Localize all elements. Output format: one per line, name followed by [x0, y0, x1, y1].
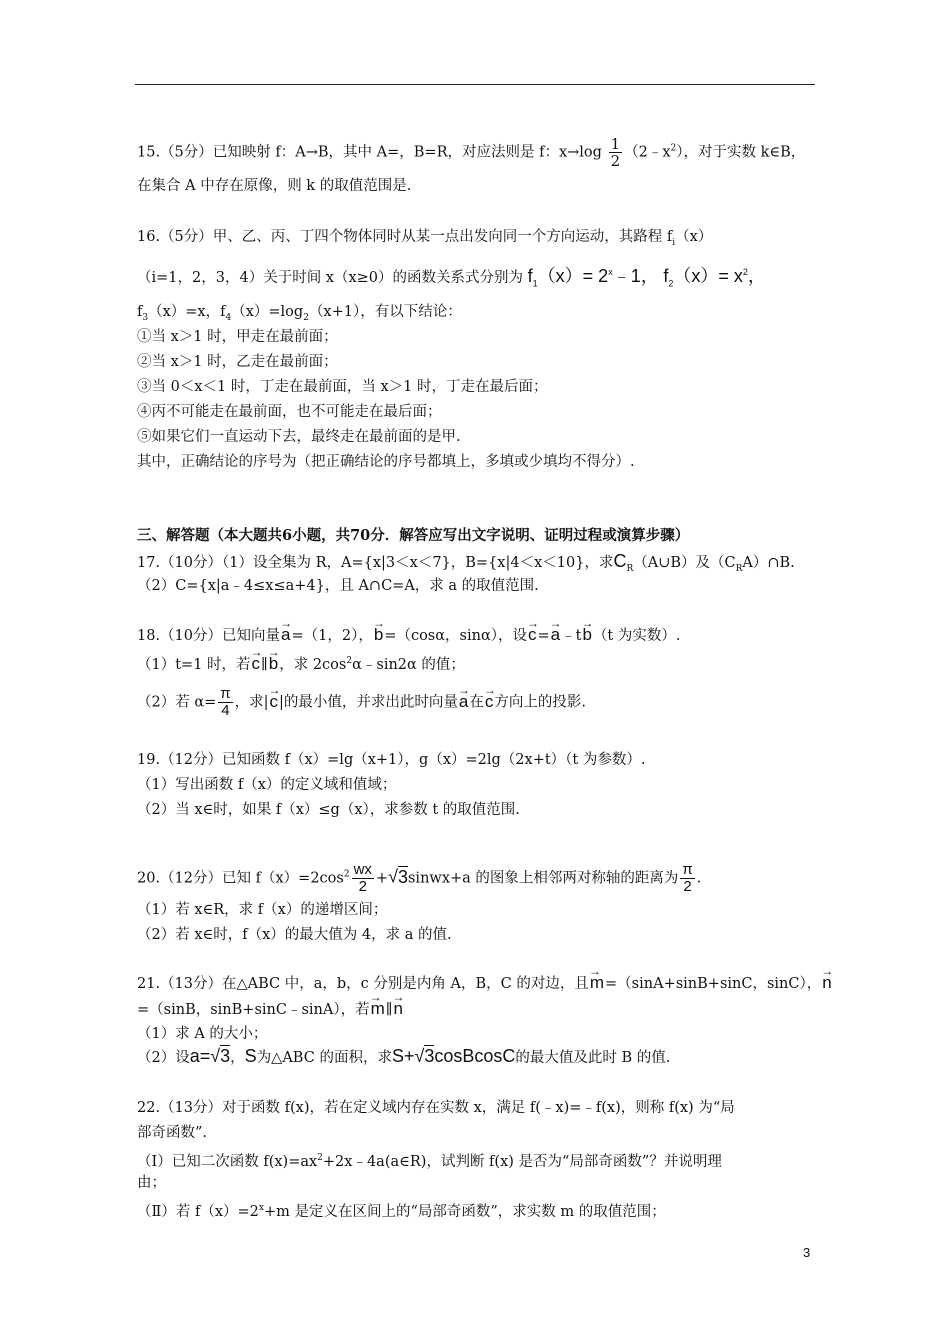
- q19-line3: （2）当 x∈时，如果 f（x）≤g（x），求参数 t 的取值范围.: [137, 802, 520, 818]
- q22-line5: （Ⅱ）若 $f(x)=2^x+m$ 是定义在区间上的“局部奇函数”，求实数 m 的取值范围；: [137, 1203, 666, 1220]
- q20-line2: （1）若 x∈R，求 f（x）的递增区间；: [137, 902, 388, 918]
- q20-line1: 20.（12分）已知 $f(x)=2\cos^2$ $\frac{wx}{2}$ +√3sinwx+a 的图象上相邻两对称轴的距离为 $\frac{\pi}{2}$ .: [137, 861, 702, 895]
- q18-line1: 18.（10分）已知向量→ a=（1，2），→ b=（cosα，sinα），设→ c=→ a﹣t→ b（t 为实数）.: [137, 625, 680, 646]
- q16-line3: $f_3(x)=x$，$f_4(x)=\log_2(x+1)$，有以下结论：: [137, 304, 462, 323]
- q17-line1: 17.（10分）（1）设全集为 R，A={x|3＜x＜7}，B={x|4＜x＜10}，求$C_R(A\cup B)$及$(C_RA)\cap B$.: [137, 551, 795, 574]
- q16-item-1: ①当 x＞1 时，甲走在最前面；: [137, 329, 338, 345]
- q21-line1: 21.（13分）在△ABC 中，a，b，c 分别是内角 A，B，C 的对边，且→ m=（sinA+sinB+sinC，sinC），→ n: [137, 973, 833, 994]
- q16-item-3: ③当 0＜x＜1 时，丁走在最前面，当 x＞1 时，丁走在最后面；: [137, 379, 548, 395]
- q21-line4: （2）设a=√3，S为△ABC 的面积，求S+√3cosBcosC的最大值及此时 B 的值.: [137, 1046, 671, 1066]
- header-rule: [135, 84, 815, 85]
- q15-line2: 在集合 A 中存在原像，则 k 的取值范围是.: [137, 178, 412, 194]
- q16-item-2: ②当 x＞1 时，乙走在最前面；: [137, 354, 338, 370]
- q21-line2: =（sinB，sinB+sinC﹣sinA），若→ m∥→ n: [137, 999, 404, 1020]
- q22-line4: 由；: [137, 1175, 166, 1191]
- q22-line3: （Ⅰ）已知二次函数 $f(x)=ax^2+2x﹣4a(a\in R)$，试判断 f(x) 是否为“局部奇函数”？并说明理: [137, 1153, 722, 1170]
- q21-line3: （1）求 A 的大小；: [137, 1026, 268, 1042]
- q22-line2: 部奇函数”.: [137, 1125, 208, 1141]
- q19-line2: （1）写出函数 f（x）的定义域和值域；: [137, 777, 397, 793]
- q16-line1: 16.（5分）甲、乙、丙、丁四个物体同时从某一点出发向同一个方向运动，其路程 $f_i(x)$: [137, 229, 713, 248]
- q16-item-4: ④丙不可能走在最前面，也不可能走在最后面；: [137, 404, 442, 420]
- q18-line3: （2）若 α= $\frac{\pi}{4}$ ，求|→ c|的最小值，并求出此时向量→ a在→ c方向上的投影.: [137, 686, 586, 719]
- q16-item-5: ⑤如果它们一直运动下去，最终走在最前面的是甲.: [137, 429, 461, 445]
- q15-fraction: $\frac{1}{2}$: [610, 135, 621, 170]
- q16-last: 其中，正确结论的序号为（把正确结论的序号都填上，多填或少填均不得分）.: [137, 454, 635, 470]
- page-number: 3: [803, 1245, 811, 1260]
- q16-line2: （i=1，2，3，4）关于时间 x（x≥0）的函数关系式分别为 $f_1(x)=$ $2^x﹣1$， $f_2(x)= x^2$，: [137, 266, 766, 289]
- q15-line1: 15.（5分）已知映射 f：A→B，其中 A=，B=R，对应法则是 f：x→log $\frac{1}{2}$ $(2﹣x^2)$，对于实数 k∈B，: [137, 135, 806, 170]
- section-3-heading: 三、解答题（本大题共6小题，共70分．解答应写出文字说明、证明过程或演算步骤）: [137, 527, 690, 544]
- q19-line1: 19.（12分）已知函数 f（x）=lg（x+1），g（x）=2lg（2x+t）（t 为参数）.: [137, 752, 646, 768]
- q20-line3: （2）若 x∈时，f（x）的最大值为 4，求 a 的值.: [137, 927, 452, 943]
- q22-line1: 22.（13分）对于函数 f(x)，若在定义域内存在实数 x，满足 f(﹣x)=﹣f(x)，则称 f(x) 为“局: [137, 1100, 735, 1116]
- q17-line2: （2）C={x|a﹣4≤x≤a+4}，且 A∩C=A，求 a 的取值范围.: [137, 578, 539, 594]
- q18-line2: （1）t=1 时，若→ c∥→ b，求 $2\cos^2\alpha﹣\sin 2\alpha$ 的值；: [137, 651, 465, 675]
